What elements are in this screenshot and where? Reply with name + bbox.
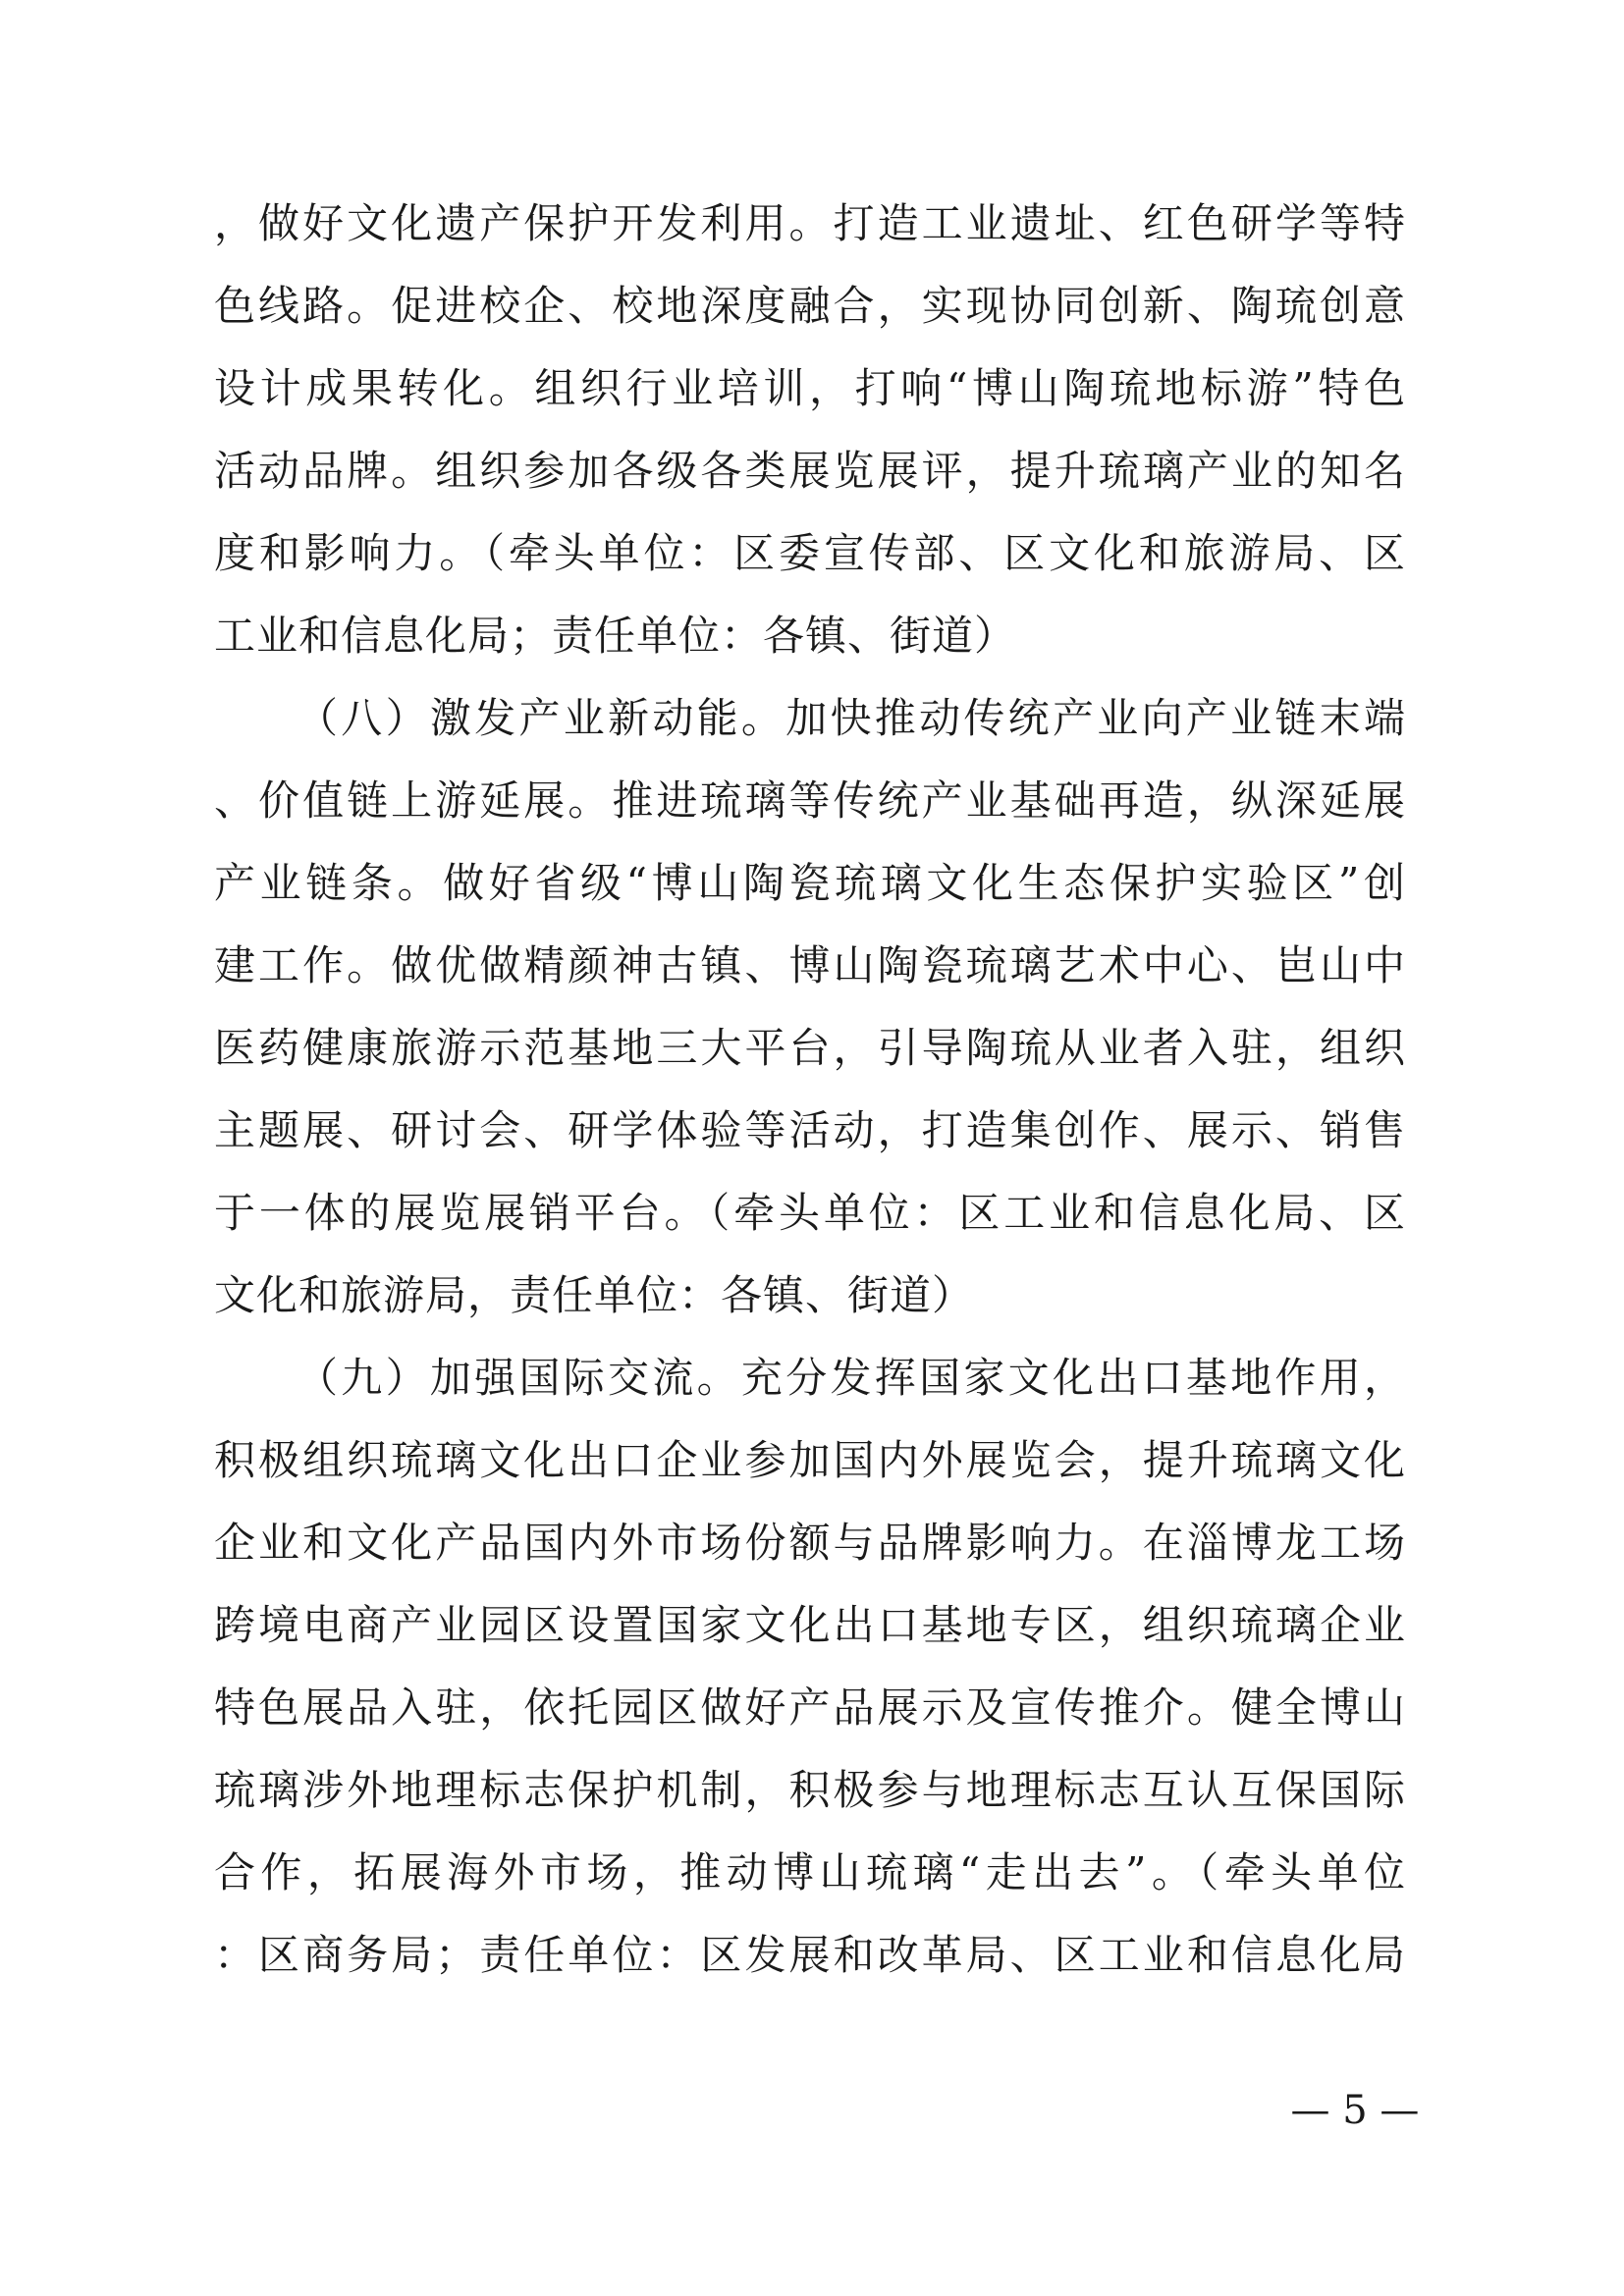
text-line: ：区商务局；责任单位：区发展和改革局、区工业和信息化局 xyxy=(214,1931,1406,1979)
text-line: 设计成果转化。组织行业培训，打响“博山陶琉地标游”特色 xyxy=(214,364,1406,412)
section-9-heading-line: （九）加强国际交流。充分发挥国家文化出口基地作用， xyxy=(297,1354,1406,1402)
text-line: 文化和旅游局，责任单位：各镇、街道） xyxy=(214,1271,975,1319)
text-line: 产业链条。做好省级“博山陶瓷琉璃文化生态保护实验区”创 xyxy=(214,859,1406,907)
text-line: 于一体的展览展销平台。（牵头单位：区工业和信息化局、区 xyxy=(214,1189,1406,1237)
text-line: 主题展、研讨会、研学体验等活动，打造集创作、展示、销售 xyxy=(214,1106,1406,1154)
text-line: 、价值链上游延展。推进琉璃等传统产业基础再造，纵深延展 xyxy=(214,776,1406,825)
text-line: 度和影响力。（牵头单位：区委宣传部、区文化和旅游局、区 xyxy=(214,529,1406,577)
text-line: 企业和文化产品国内外市场份额与品牌影响力。在淄博龙工场 xyxy=(214,1519,1406,1567)
text-line: 琉璃涉外地理标志保护机制，积极参与地理标志互认互保国际 xyxy=(214,1766,1406,1814)
section-8-heading-line: （八）激发产业新动能。加快推动传统产业向产业链末端 xyxy=(297,694,1406,742)
page-number: — 5 — xyxy=(1290,2088,1420,2133)
text-line: 跨境电商产业园区设置国家文化出口基地专区，组织琉璃企业 xyxy=(214,1601,1406,1649)
text-line: 积极组织琉璃文化出口企业参加国内外展览会，提升琉璃文化 xyxy=(214,1436,1406,1484)
text-line: 医药健康旅游示范基地三大平台，引导陶琉从业者入驻，组织 xyxy=(214,1024,1406,1072)
text-line: 建工作。做优做精颜神古镇、博山陶瓷琉璃艺术中心、岜山中 xyxy=(214,941,1406,989)
text-line: 活动品牌。组织参加各级各类展览展评，提升琉璃产业的知名 xyxy=(214,447,1406,495)
text-line: 合作，拓展海外市场，推动博山琉璃“走出去”。（牵头单位 xyxy=(214,1848,1406,1896)
text-line: 色线路。促进校企、校地深度融合，实现协同创新、陶琉创意 xyxy=(214,282,1406,330)
text-line: ，做好文化遗产保护开发利用。打造工业遗址、红色研学等特 xyxy=(214,199,1406,247)
text-line: 工业和信息化局；责任单位：各镇、街道） xyxy=(214,612,1017,660)
text-line: 特色展品入驻，依托园区做好产品展示及宣传推介。健全博山 xyxy=(214,1683,1406,1732)
